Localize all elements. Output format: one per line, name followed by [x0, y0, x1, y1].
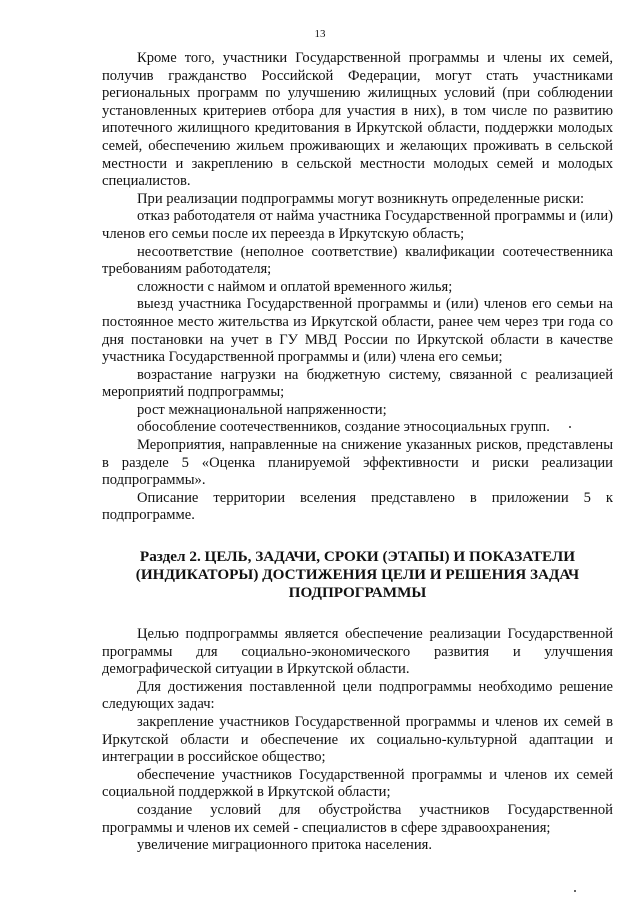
paragraph-territory-description: Описание территории вселения представлено в приложении 5 к подпрограмме. — [102, 489, 613, 524]
risk-item-ethnic-tension: рост межнациональной напряженности; — [137, 401, 387, 418]
scan-artifact-dot — [569, 426, 571, 428]
scan-artifact-dot — [574, 890, 576, 892]
risk-item-budget-load: возрастание нагрузки на бюджетную систему, связанной с реализацией мероприятий подпрограммы; — [102, 366, 613, 401]
paragraph-citizenship-programs: Кроме того, участники Государственной программы и члены их семей, получив гражданство Российской Федерации, могут стать участниками региональных программ по улучшению жилищных условий (при соблюдении установленных критериев отбора для участия в них), в том числе по развитию ипотечного жилищного кредитования в Иркутской области, поддержки молодых семей, обеспечению жильем проживающих и желающих проживать в сельской местности и закреплению в сельской местности молодых семей и молодых специалистов. — [102, 50, 613, 190]
risk-item-housing-difficulties: сложности с наймом и оплатой временного жилья; — [137, 278, 453, 295]
risk-item-employer-refusal: отказ работодателя от найма участника Государственной программы и (или) членов его семьи после их переезда в Иркутскую область; — [102, 208, 613, 242]
paragraph-subprogram-goal: Целью подпрограммы является обеспечение реализации Государственной программы для социально-экономического развития и улучшения демографической ситуации в Иркутской области. — [102, 626, 613, 678]
risk-item-isolation: обособление соотечественников, создание этносоциальных групп. — [137, 419, 550, 436]
task-item-integration: закрепление участников Государственной программы и членов их семей в Иркутской области и обеспечение их социально-культурной адаптации и интеграции в российское общество; — [102, 714, 613, 766]
page-number: 13 — [314, 28, 326, 40]
task-item-migration-inflow: увеличение миграционного притока населения. — [137, 837, 432, 854]
paragraph-risk-measures: Мероприятия, направленные на снижение указанных рисков, представлены в разделе 5 «Оценка планируемой эффективности и риски реализации подпрограммы». — [102, 437, 613, 489]
risk-item-early-departure: выезд участника Государственной программы и (или) членов его семьи на постоянное место жительства из Иркутской области, ранее чем через три года со дня постановки на учет в ГУ МВД России по Иркутской области в качестве участника Государственной программы и (или) члена его семьи; — [102, 296, 613, 366]
task-item-healthcare-specialists: создание условий для обустройства участников Государственной программы и членов их семей - специалистов в сфере здравоохранения; — [102, 801, 613, 836]
section-title: Раздел 2. ЦЕЛЬ, ЗАДАЧИ, СРОКИ (ЭТАПЫ) И ПОКАЗАТЕЛИ (ИНДИКАТОРЫ) ДОСТИЖЕНИЯ ЦЕЛИ И РЕШЕНИЯ ЗАДАЧ ПОДПРОГРАММЫ — [135, 548, 580, 602]
paragraph-tasks-intro: Для достижения поставленной цели подпрограммы необходимо решение следующих задач: — [102, 678, 613, 713]
task-item-social-support: обеспечение участников Государственной программы и членов их семей социальной поддержкой в Иркутской области; — [102, 766, 613, 801]
document-body — [102, 50, 613, 855]
paragraph-risks-intro: При реализации подпрограммы могут возникнуть определенные риски: — [137, 190, 585, 207]
risk-item-qualification-mismatch: несоответствие (неполное соответствие) квалификации соотечественника требованиям работодателя; — [102, 243, 613, 278]
section-spacer — [102, 602, 613, 626]
